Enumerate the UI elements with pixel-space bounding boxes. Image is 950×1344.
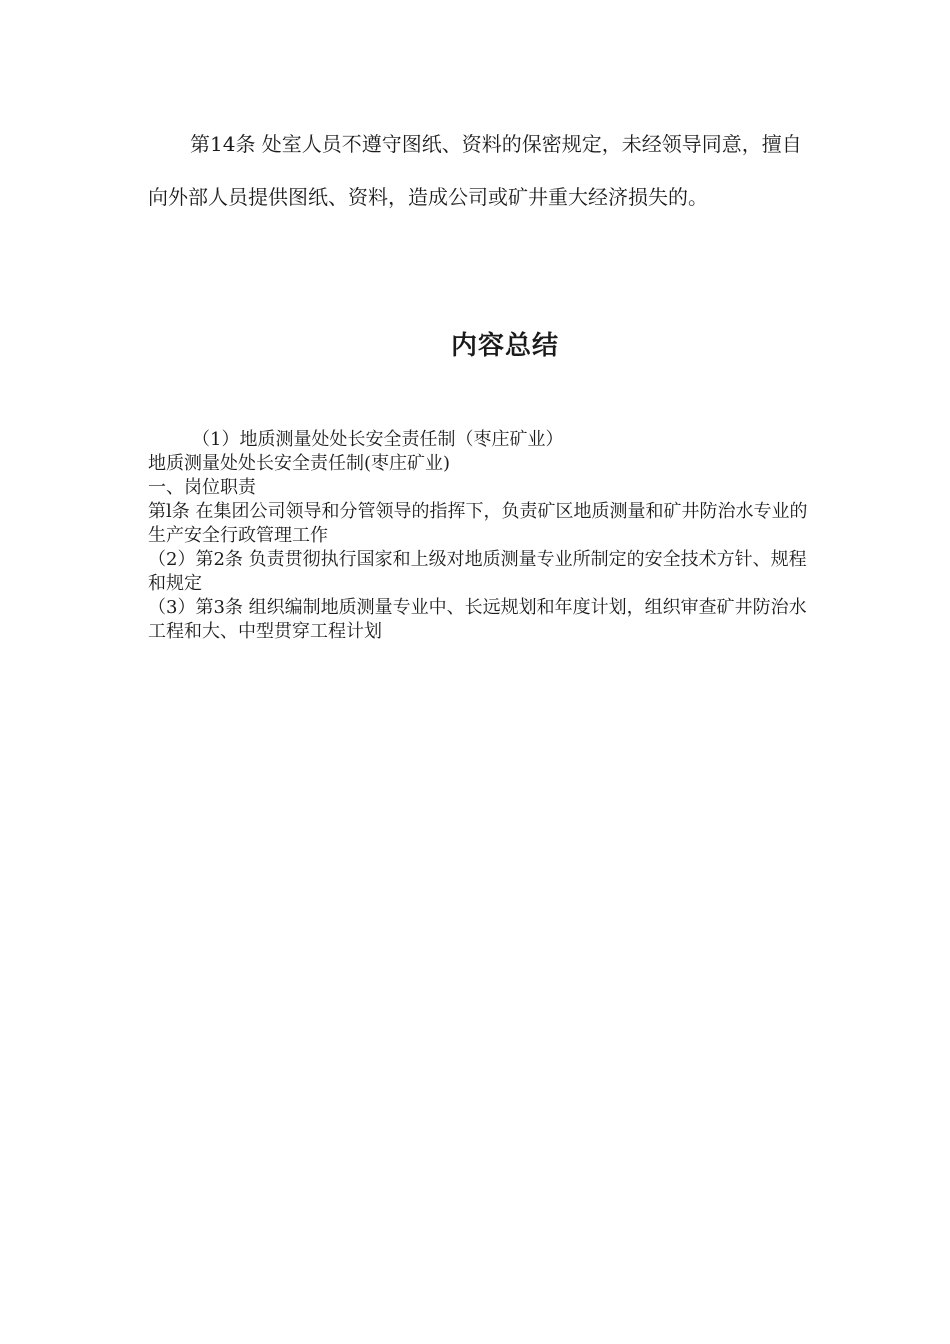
- summary-line: （2）第2条 负责贯彻执行国家和上级对地质测量专业所制定的安全技术方针、规程和规定: [148, 549, 807, 594]
- summary-line: 地质测量处处长安全责任制(枣庄矿业): [148, 453, 451, 474]
- summary-line: 第l条 在集团公司领导和分管领导的指挥下，负责矿区地质测量和矿井防治水专业的生产安全行政管理工作: [148, 501, 808, 546]
- summary-line: 一、岗位职责: [148, 477, 256, 498]
- article-section: [148, 118, 808, 224]
- article-paragraph: 第14条 处室人员不遵守图纸、资料的保密规定，未经领导同意，擅自向外部人员提供图纸、资料，造成公司或矿井重大经济损失的。: [148, 132, 802, 209]
- summary-line: （3）第3条 组织编制地质测量专业中、长远规划和年度计划，组织审查矿井防治水工程和大、中型贯穿工程计划: [148, 597, 807, 642]
- summary-title: 内容总结: [450, 331, 559, 361]
- summary-line: （1）地质测量处处长安全责任制（枣庄矿业）: [192, 429, 564, 450]
- summary-body: [148, 428, 813, 644]
